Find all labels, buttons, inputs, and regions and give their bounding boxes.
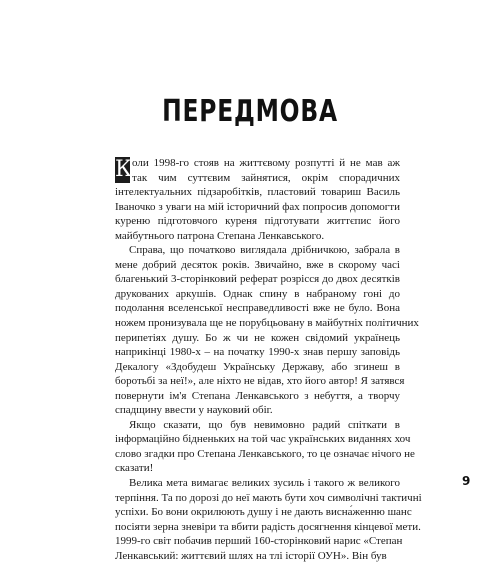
page-title: ПЕРЕДМОВА — [162, 94, 338, 129]
text-line: посіяти зерна зневіри та вбити радість досягнення кінцевої мети. — [115, 520, 421, 533]
text-line: успіхи. Бо вони окрилюють душу і не дають висна́женню шанс — [115, 506, 412, 519]
text-line: Велика мета вимагає великих зусиль і такого ж великого — [129, 477, 400, 490]
text-line: подолання вселенської несправедливості вже не було. Вона — [115, 302, 400, 315]
text-line: мене добрий десяток років. Звичайно, вже в скорому часі — [115, 258, 400, 271]
text-line: Якщо сказати, що був невимовно радий спіткати в — [129, 418, 400, 431]
text-line: благенький 3-сторінковий реферат розрісся до двох десятків — [115, 273, 400, 286]
page-number: 9 — [462, 474, 471, 488]
text-line: 1999-го світ побачив перший 160-сторінковий нарис «Степан — [115, 535, 403, 548]
drop-cap: К — [115, 157, 133, 182]
text-line: Справа, що початково виглядала дрібничкою, забрала в — [129, 244, 400, 257]
text-line: перипетіях душу. Бо ж чи не кожен свідомий українець — [115, 331, 400, 344]
text-line: слово згадки про Степана Ленкавського, то це означає нічого не — [115, 447, 415, 460]
text-line: Ленкавський: життєвий шлях на тлі історії ОУН». Він був — [115, 549, 387, 562]
text-line: повернути ім'я Степана Ленкавського з небуття, а творчу — [115, 389, 400, 402]
text-line: Іваночко з уваги на мій історичний фах попросив допомогти — [115, 200, 400, 213]
text-line: інтелектуальних підзаробітків, пластовий товариш Василь — [115, 186, 400, 199]
text-line: майбутнього патрона Степана Ленкавського. — [115, 229, 325, 242]
text-line: сказати! — [115, 462, 154, 475]
paragraph-1 — [115, 156, 400, 243]
text-line: оли 1998-го стояв на життєвому розпутті й не мав аж — [132, 157, 400, 169]
paragraph-4 — [115, 476, 422, 563]
text-line: терпіння. Та по дорозі до неї мають бути хоч символічні тактичні — [115, 491, 422, 504]
text-line: інформаційно бідненьких на той час українських виданнях хоч — [115, 433, 411, 446]
text-line: ножем пронизувала ще не порубцьовану в майбутніх політичних — [115, 317, 419, 330]
text-line: наприкінці 1980-х – на початку 1990-х знав першу заповідь — [115, 346, 400, 359]
text-line: друкованих аркушів. Однак спину в набраному гоні до — [115, 287, 400, 300]
text-line: так чим суттєвим зайнятися, окрім спорадичних — [132, 171, 400, 184]
body-text — [115, 156, 422, 563]
paragraph-2 — [115, 243, 419, 418]
text-line: Декалогу «Здобудеш Українську Державу, або згинеш в — [115, 360, 400, 373]
text-line: куреню підготовчого куреня підготувати життєпис його — [115, 215, 400, 228]
text-line: спадщину ввести у науковий обіг. — [115, 404, 273, 417]
paragraph-3 — [115, 418, 415, 476]
text-line: боротьбі за неї!», але ніхто не відав, хто його автор! Я затявся — [115, 375, 405, 388]
